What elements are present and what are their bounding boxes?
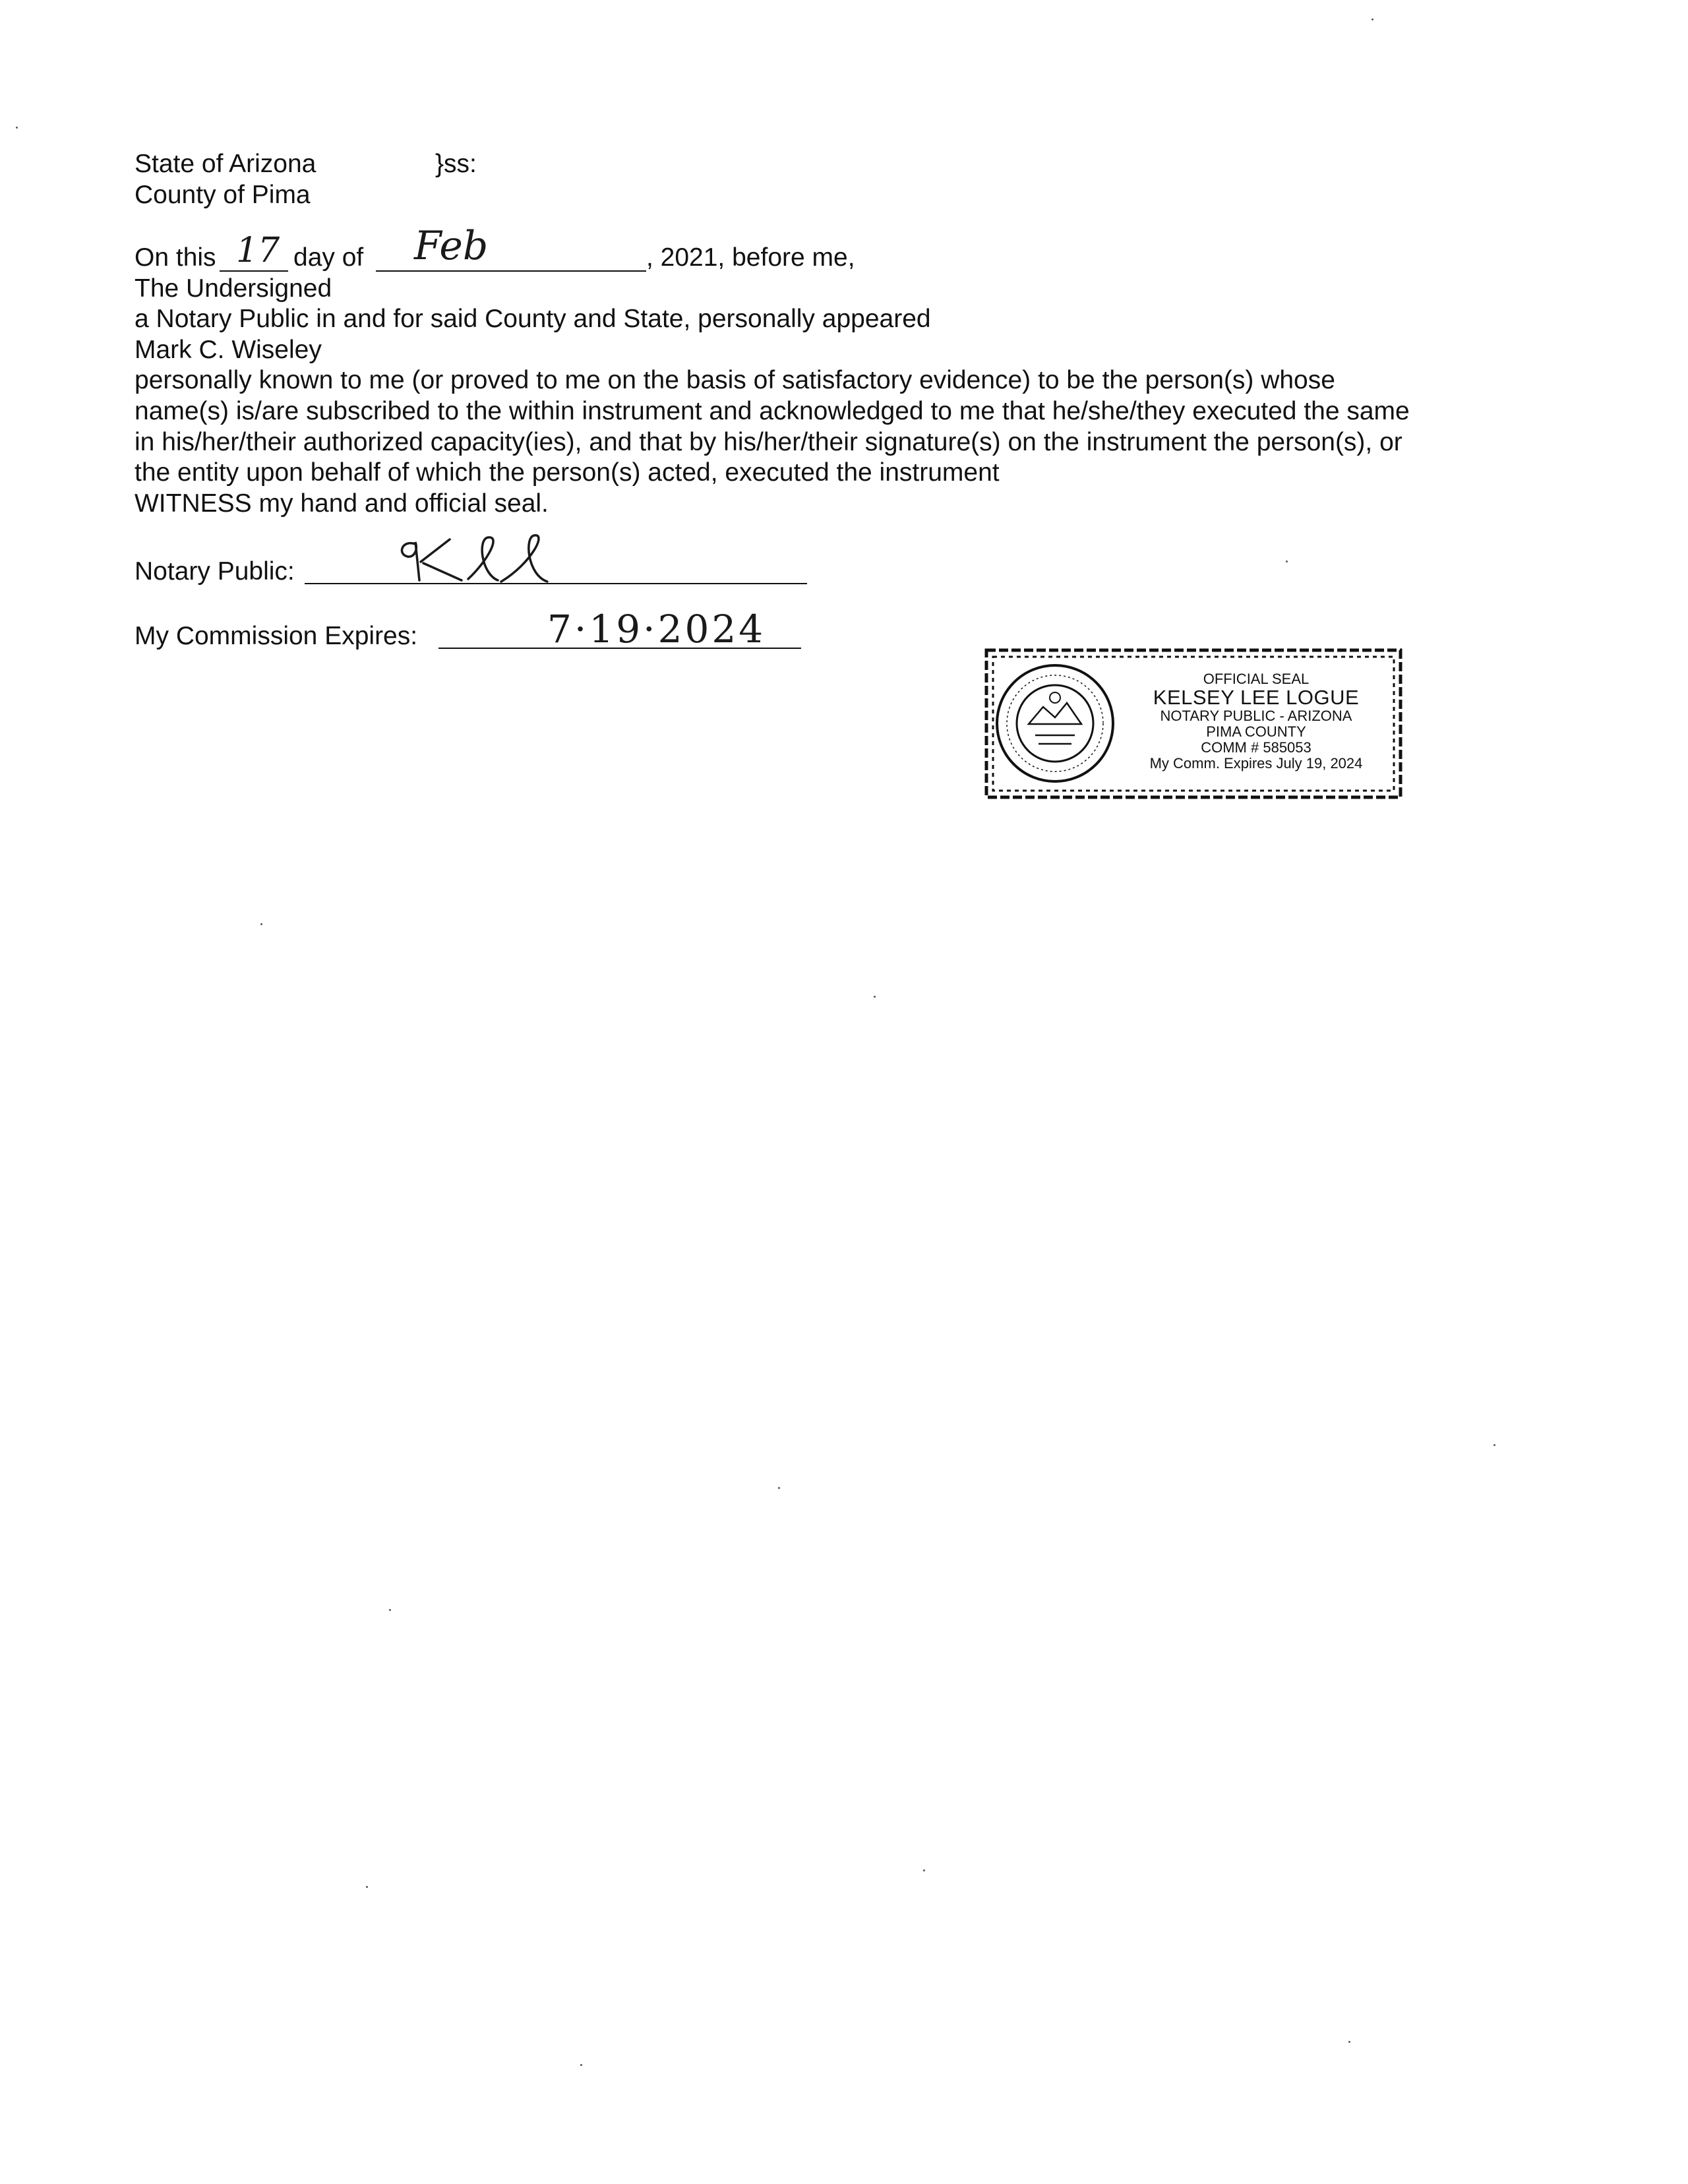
commission-label: My Commission Expires: [135,622,418,650]
notary-public-label: Notary Public: [135,557,295,586]
seal-title: OFFICIAL SEAL [1203,671,1310,687]
seal-county: PIMA COUNTY [1206,723,1306,740]
officer-name: The Undersigned [135,274,332,303]
seal-expires: My Comm. Expires July 19, 2024 [1149,755,1363,772]
scan-speck [1348,2041,1350,2043]
date-suffix: , 2021, before me, [646,243,855,272]
day-of-text: day of [293,243,364,272]
seal-role: NOTARY PUBLIC - ARIZONA [1160,708,1352,724]
scan-speck [1286,561,1288,562]
witness-line: WITNESS my hand and official seal. [135,489,549,518]
scan-speck [366,1886,368,1888]
scan-speck [389,1609,391,1611]
seal-notary-name: KELSEY LEE LOGUE [1153,686,1360,709]
official-seal-stamp [982,646,1404,801]
body-line: in his/her/their authorized capacity(ies), and that by his/her/their signature(s) on the instrument the person(s), or [135,428,1402,456]
scan-speck [874,996,876,998]
signer-name: Mark C. Wiseley [135,336,322,364]
date-prefix: On this [135,243,216,272]
seal-text-block [1114,671,1398,772]
handwritten-month: Feb [414,223,489,269]
scan-speck [1493,1444,1495,1446]
month-blank-line [376,270,646,272]
notary-clause: a Notary Public in and for said County and State, personally appeared [135,305,931,333]
handwritten-expiry: 7·19·2024 [547,607,766,652]
body-line: the entity upon behalf of which the person(s) acted, executed the instrument [135,458,1000,487]
scan-speck [580,2064,582,2066]
body-line: personally known to me (or proved to me on the basis of satisfactory evidence) to be the person(s) whose [135,366,1335,394]
day-blank-line [220,270,288,272]
county-line: County of Pima [135,181,311,209]
scan-speck [1372,18,1373,20]
state-line: State of Arizona [135,150,316,178]
scan-speck [923,1869,925,1871]
notary-signature [389,528,580,593]
scan-speck [778,1487,780,1489]
scan-speck [16,127,18,129]
scan-speck [260,923,262,925]
handwritten-day: 17 [236,231,280,270]
ss-mark: }ss: [435,150,477,178]
seal-commission-number: COMM # 585053 [1201,739,1311,756]
body-line: name(s) is/are subscribed to the within instrument and acknowledged to me that he/she/they executed the same [135,397,1410,425]
